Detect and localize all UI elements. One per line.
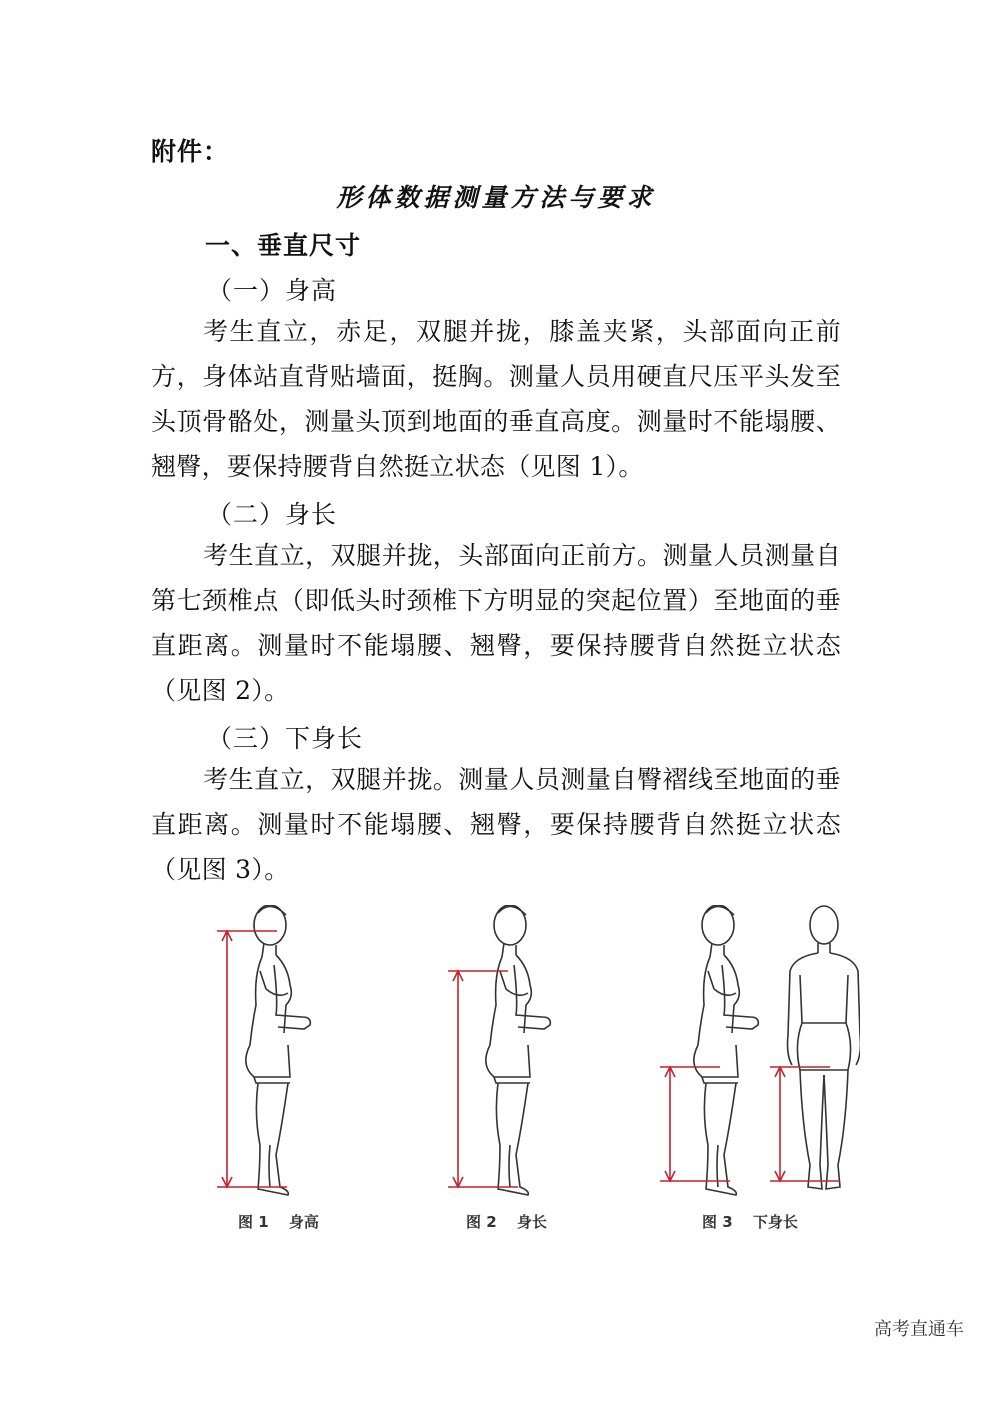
figure-3-back-body	[788, 906, 861, 1189]
figure-2-caption: 图 2 身长	[466, 1213, 547, 1231]
watermark-text: 高考直通车	[874, 1319, 964, 1340]
figure-3-back-line	[770, 1067, 840, 1181]
figure-1-body	[246, 905, 311, 1195]
section-heading: 一、垂直尺寸	[205, 231, 362, 260]
subheading-body-length: （二）身长	[207, 500, 338, 529]
figure-3-caption: 图 3 下身长	[702, 1213, 798, 1231]
figure-1-caption: 图 1 身高	[238, 1213, 319, 1231]
paragraph-height: 考生直立，赤足，双腿并拢，膝盖夹紧，头部面向正前方，身体站直背贴墙面，挺胸。测量人员用硬直尺压平头发至头顶骨骼处，测量头顶到地面的垂直高度。测量时不能塌腰、翘臀，要保持腰背自然挺立状态（见图 1）。	[151, 317, 841, 481]
attachment-label: 附件：	[151, 137, 230, 166]
figure-2-body	[486, 905, 550, 1195]
figure-2-length-line	[448, 971, 518, 1187]
figures-row	[140, 905, 860, 1245]
figure-3-side-body	[694, 905, 759, 1195]
subheading-lower-body-length: （三）下身长	[207, 724, 364, 753]
paragraph-lower-body-length: 考生直立，双腿并拢。测量人员测量自臀褶线至地面的垂直距离。测量时不能塌腰、翘臀，要保持腰背自然挺立状态（见图 3）。	[151, 765, 841, 884]
subheading-height: （一）身高	[207, 276, 338, 305]
document-title: 形体数据测量方法与要求	[336, 183, 656, 212]
figure-3-side-line	[660, 1067, 730, 1181]
figures-illustration	[140, 905, 860, 1205]
paragraph-body-length: 考生直立，双腿并拢，头部面向正前方。测量人员测量自第七颈椎点（即低头时颈椎下方明显的突起位置）至地面的垂直距离。测量时不能塌腰、翘臀，要保持腰背自然挺立状态（见图 2）。	[151, 541, 841, 705]
